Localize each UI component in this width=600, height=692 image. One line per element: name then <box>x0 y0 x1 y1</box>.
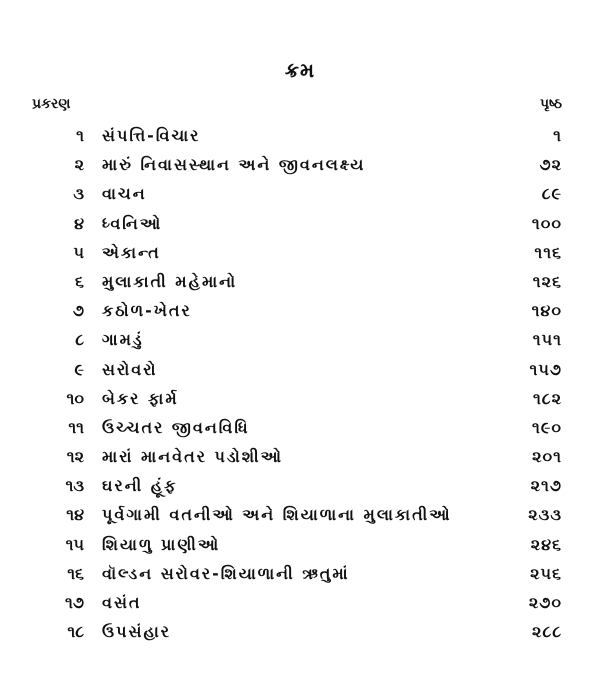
chapter-number: ૬ <box>75 271 84 291</box>
chapter-title: ઘરની હૂંફ <box>102 476 178 496</box>
chapter-page: ૧૫૭ <box>529 359 562 379</box>
page-title: ક્રમ <box>284 58 316 82</box>
chapter-title: સંપત્તિ-વિચાર <box>102 126 201 145</box>
chapter-number: ૭ <box>72 301 84 321</box>
chapter-title: શિયાળુ પ્રાણીઓ <box>102 534 221 554</box>
toc-entry <box>32 471 562 500</box>
chapter-page: ૨૪૬ <box>530 534 562 554</box>
chapter-number: ૫ <box>73 242 84 262</box>
toc-entry <box>32 442 562 471</box>
chapter-number: ૩ <box>73 184 84 204</box>
chapter-page: ૨૮૮ <box>532 622 562 642</box>
toc-entry <box>32 179 562 208</box>
toc-entry <box>32 559 562 588</box>
chapter-column-header: પ્રકરણ <box>32 96 71 112</box>
chapter-title: ધ્વનિઓ <box>102 213 163 233</box>
toc-entry <box>32 296 562 325</box>
toc-entry <box>32 617 562 646</box>
chapter-title: પૂર્વગામી વતનીઓ અને શિયાળાના મુલાકાતીઓ <box>102 505 452 525</box>
toc-entry <box>32 588 562 617</box>
chapter-page: ૨૩૩ <box>528 505 562 525</box>
chapter-number: ૧૫ <box>65 534 84 554</box>
chapter-number: ૨ <box>74 155 84 175</box>
toc-header <box>32 96 562 120</box>
chapter-page: ૧૮૨ <box>532 388 562 408</box>
chapter-title: કઠોળ-ખેતર <box>102 301 192 321</box>
chapter-title: વસંત <box>102 593 142 612</box>
chapter-title: વૉલ્ડન સરોવર-શિયાળાની ઋતુમાં <box>102 563 350 583</box>
chapter-page: ૨૭૦ <box>528 593 562 612</box>
chapter-page: ૧૪૦ <box>531 301 562 321</box>
chapter-number: ૧ <box>76 126 84 145</box>
chapter-title: મારાં માનવેતર પડોશીઓ <box>102 447 283 467</box>
chapter-number: ૧૬ <box>67 563 84 583</box>
chapter-title: બેકર ફાર્મ <box>102 388 179 408</box>
toc-entry <box>32 413 562 442</box>
chapter-number: ૯ <box>74 359 84 379</box>
toc-entry <box>32 355 562 384</box>
chapter-title: મુલાકાતી મહેમાનો <box>102 271 238 291</box>
chapter-number: ૧૩ <box>65 476 84 496</box>
chapter-title: વાચન <box>102 184 147 204</box>
chapter-page: ૧૨૬ <box>532 271 562 291</box>
chapter-number: ૧૪ <box>66 505 84 525</box>
chapter-page: ૧૯૦ <box>532 417 562 437</box>
chapter-number: ૪ <box>74 213 84 233</box>
toc-list <box>32 121 562 646</box>
chapter-page: ૭૨ <box>539 155 562 175</box>
chapter-page: ૨૦૧ <box>532 447 562 467</box>
toc-entry <box>32 384 562 413</box>
toc-entry <box>32 500 562 529</box>
toc-entry <box>32 209 562 238</box>
chapter-title: સરોવરો <box>102 359 158 379</box>
toc-entry <box>32 150 562 179</box>
chapter-page: ૮૯ <box>541 184 562 204</box>
chapter-page: ૨૫૬ <box>530 563 562 583</box>
chapter-title: ગામડું <box>102 330 144 350</box>
chapter-number: ૧૮ <box>67 622 84 642</box>
chapter-page: ૨૧૭ <box>530 476 562 496</box>
chapter-number: ૧૦ <box>66 388 84 408</box>
chapter-number: ૧૭ <box>65 593 84 612</box>
toc-entry <box>32 530 562 559</box>
chapter-title: એકાન્ત <box>102 242 161 262</box>
chapter-page: ૧૧૬ <box>534 242 562 262</box>
page-column-header: પૃષ્ઠ <box>540 96 562 112</box>
chapter-number: ૧૨ <box>66 447 84 467</box>
chapter-title: ઉપસંહાર <box>102 622 172 642</box>
chapter-number: ૧૧ <box>68 417 84 437</box>
chapter-page: ૧ <box>553 126 562 145</box>
toc-entry <box>32 325 562 354</box>
chapter-page: ૧૫૧ <box>532 330 562 350</box>
chapter-title: ઉચ્ચતર જીવનવિધિ <box>102 417 250 437</box>
toc-entry <box>32 238 562 267</box>
chapter-title: મારું નિવાસસ્થાન અને જીવનલક્ષ્ય <box>102 155 366 175</box>
toc-entry <box>32 267 562 296</box>
toc-entry <box>32 121 562 150</box>
chapter-number: ૮ <box>75 330 84 350</box>
chapter-page: ૧૦૦ <box>531 213 562 233</box>
